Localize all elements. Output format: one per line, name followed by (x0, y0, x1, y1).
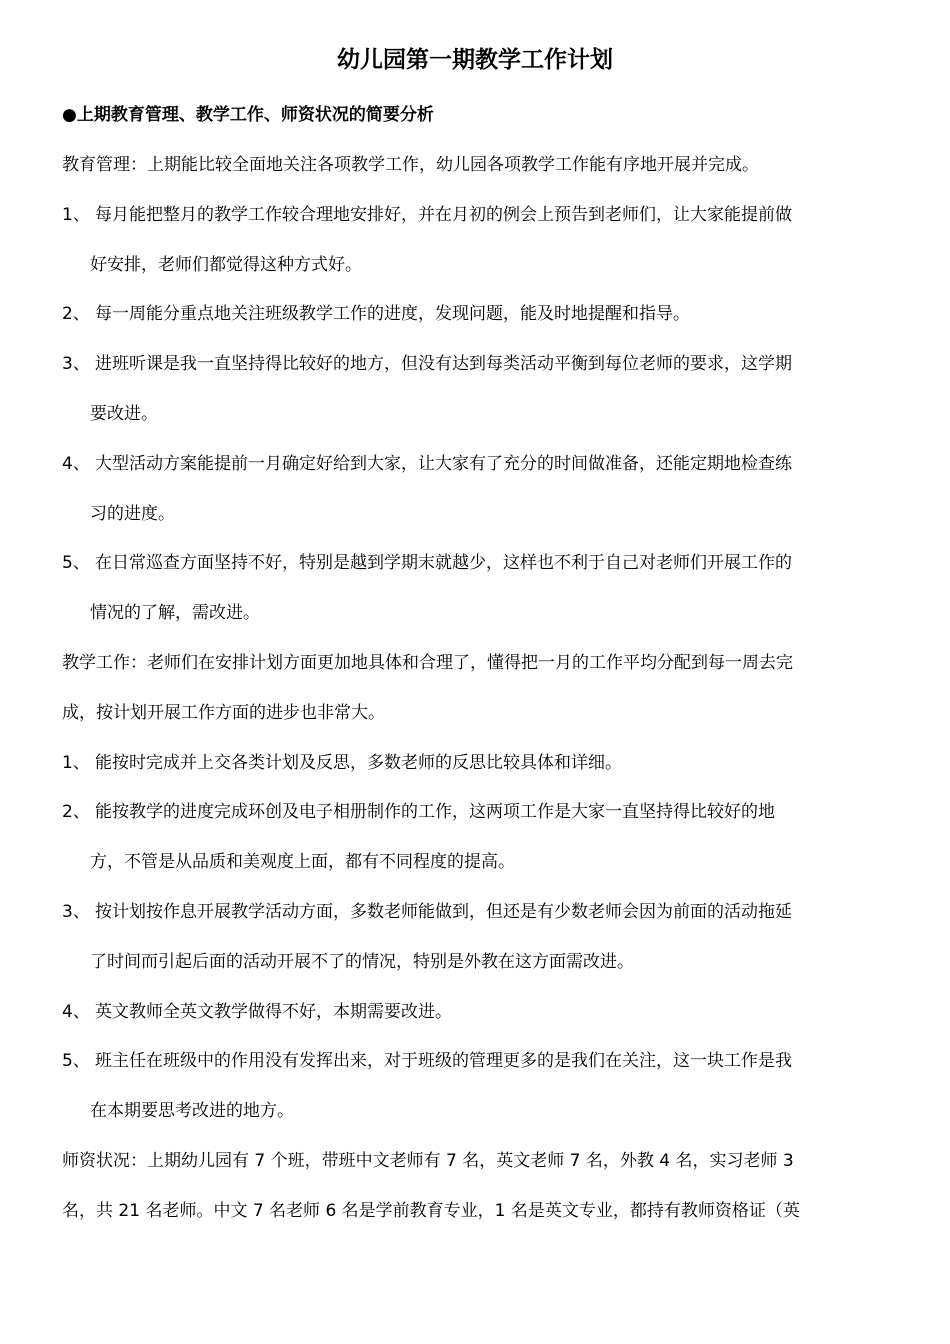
list-item-continuation: 方，不管是从品质和美观度上面，都有不同程度的提高。 (90, 852, 515, 873)
section-heading: ●上期教育管理、教学工作、师资状况的简要分析 (62, 105, 434, 125)
list-item-text: 按计划按作息开展教学活动方面，多数老师能做到，但还是有少数老师会因为前面的活动拖延 (95, 902, 792, 922)
list-item-number: 1、 (62, 752, 90, 773)
list-item-continuation: 了时间而引起后面的活动开展不了的情况，特别是外教在这方面需改进。 (90, 951, 634, 972)
list-item-text: 进班听课是我一直坚持得比较好的地方，但没有达到每类活动平衡到每位老师的要求，这学期 (95, 354, 792, 375)
list-item-continuation: 在本期要思考改进的地方。 (90, 1101, 294, 1122)
list-item (62, 201, 882, 229)
list-item-text: 能按时完成并上交各类计划及反思，多数老师的反思比较具体和详细。 (95, 752, 622, 773)
list-item-number: 5、 (62, 1051, 90, 1072)
list-item-number: 4、 (62, 453, 90, 474)
paragraph-line: 师资状况：上期幼儿园有 7 个班，带班中文老师有 7 名，英文老师 7 名，外教 4 名，实习老师 3 (62, 1151, 794, 1171)
list-item-continuation: 习的进度。 (90, 503, 175, 524)
list-item (62, 549, 882, 577)
list-item (62, 300, 882, 328)
list-item-number: 3、 (62, 354, 90, 375)
paragraph-line: 教育管理：上期能比较全面地关注各项教学工作，幼儿园各项教学工作能有序地开展并完成。 (62, 155, 759, 175)
list-item (62, 350, 882, 378)
list-item (62, 1047, 882, 1075)
list-item-continuation: 要改进。 (90, 404, 158, 424)
list-item-text: 班主任在班级中的作用没有发挥出来，对于班级的管理更多的是我们在关注，这一块工作是我 (95, 1051, 792, 1072)
paragraph-line: 名，共 21 名老师。中文 7 名老师 6 名是学前教育专业，1 名是英文专业，都持有教师资格证（英 (62, 1200, 800, 1221)
list-item-number: 5、 (62, 553, 90, 574)
list-item (62, 998, 882, 1026)
list-item-number: 2、 (62, 304, 90, 325)
list-item (62, 749, 882, 777)
list-item-text: 在日常巡查方面坚持不好，特别是越到学期末就越少，这样也不利于自己对老师们开展工作的 (95, 553, 792, 574)
list-item-continuation: 情况的了解，需改进。 (90, 603, 260, 624)
list-item (62, 798, 882, 826)
list-item-number: 2、 (62, 802, 90, 823)
list-item (62, 898, 882, 926)
list-item-number: 3、 (62, 902, 90, 922)
list-item-text: 能按教学的进度完成环创及电子相册制作的工作，这两项工作是大家一直坚持得比较好的地 (95, 802, 775, 823)
list-item-text: 英文教师全英文教学做得不好，本期需要改进。 (95, 1001, 452, 1022)
paragraph-line: 成，按计划开展工作方面的进步也非常大。 (62, 702, 385, 723)
list-item-number: 1、 (62, 204, 90, 225)
document-title: 幼儿园第一期教学工作计划 (337, 47, 613, 73)
list-item-text: 每一周能分重点地关注班级教学工作的进度，发现问题，能及时地提醒和指导。 (95, 304, 690, 325)
list-item-text: 大型活动方案能提前一月确定好给到大家，让大家有了充分的时间做准备，还能定期地检查练 (95, 453, 792, 474)
list-item-number: 4、 (62, 1001, 90, 1022)
list-item (62, 450, 882, 478)
paragraph-line: 教学工作：老师们在安排计划方面更加地具体和合理了，懂得把一月的工作平均分配到每一周去完 (62, 653, 793, 673)
list-item-text: 每月能把整月的教学工作较合理地安排好，并在月初的例会上预告到老师们，让大家能提前做 (95, 204, 792, 225)
list-item-continuation: 好安排，老师们都觉得这种方式好。 (90, 254, 362, 275)
